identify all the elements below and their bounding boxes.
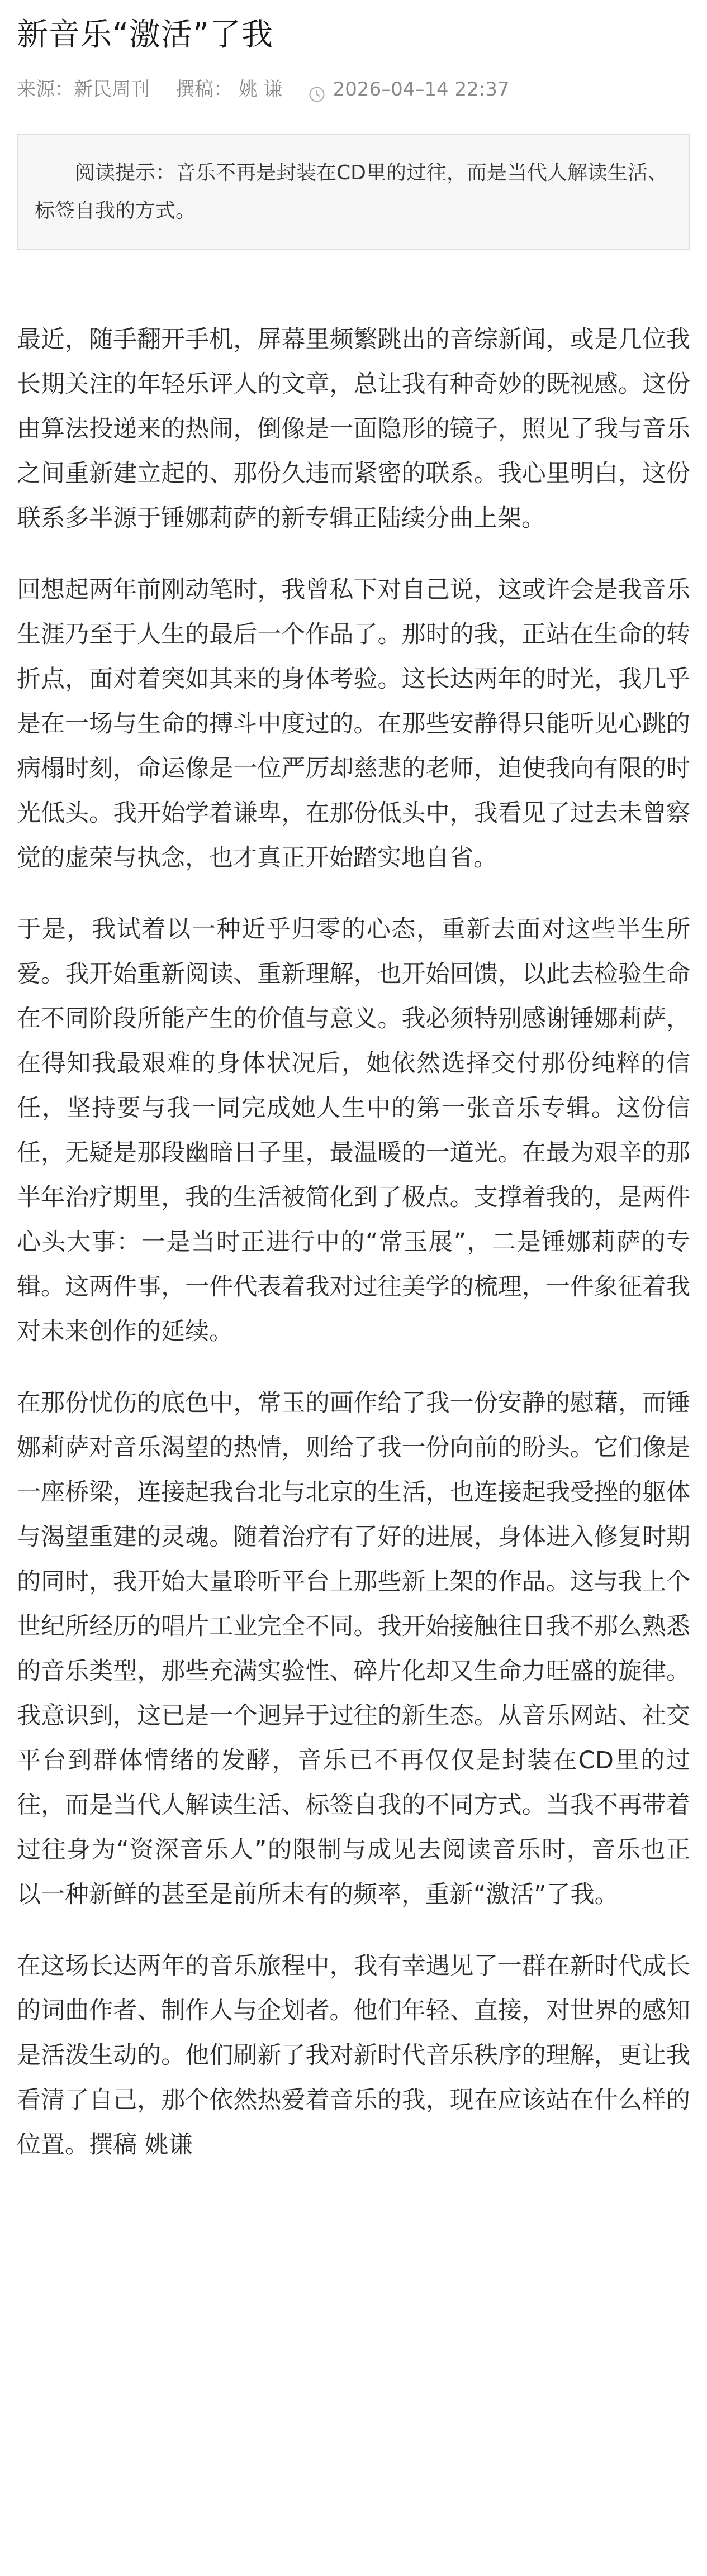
article-meta [17, 74, 690, 105]
article-source: 来源：新民周刊 [17, 78, 150, 101]
article-datetime: 2026–04–14 22:37 [333, 78, 510, 101]
article-body [17, 317, 690, 2167]
clock-icon [309, 81, 325, 98]
article-paragraph: 在那份忧伤的底色中，常玉的画作给了我一份安静的慰藉，而锤娜莉萨对音乐渴望的热情，则给了我一份向前的盼头。它们像是一座桥梁，连接起我台北与北京的生活，也连接起我受挫的躯体与渴望重建的灵魂。随着治疗有了好的进展，身体进入修复时期的同时，我开始大量聆听平台上那些新上架的作品。这与我上个世纪所经历的唱片工业完全不同。我开始接触往日我不那么熟悉的音乐类型，那些充满实验性、碎片化却又生命力旺盛的旋律。我意识到，这已是一个迥异于过往的新生态。从音乐网站、社交平台到群体情绪的发酵，音乐已不再仅仅是封装在CD里的过往，而是当代人解读生活、标签自我的不同方式。当我不再带着过往身为“资深音乐人”的限制与成见去阅读音乐时，音乐也正以一种新鲜的甚至是前所未有的频率，重新“激活”了我。 [17, 1389, 690, 1909]
article-paragraph: 于是，我试着以一种近乎归零的心态，重新去面对这些半生所爱。我开始重新阅读、重新理解，也开始回馈，以此去检验生命在不同阶段所能产生的价值与意义。我必须特别感谢锤娜莉萨，在得知我最艰难的身体状况后，她依然选择交付那份纯粹的信任，坚持要与我一同完成她人生中的第一张音乐专辑。这份信任，无疑是那段幽暗日子里，最温暖的一道光。在最为艰辛的那半年治疗期里，我的生活被简化到了极点。支撑着我的，是两件心头大事：一是当时正进行中的“常玉展”，二是锤娜莉萨的专辑。这两件事，一件代表着我对过往美学的梳理，一件象征着我对未来创作的延续。 [17, 915, 690, 1346]
reading-tip-box [17, 134, 690, 250]
article-paragraph: 回想起两年前刚动笔时，我曾私下对自己说，这或许会是我音乐生涯乃至于人生的最后一个作品了。那时的我，正站在生命的转折点，面对着突如其来的身体考验。这长达两年的时光，我几乎是在一场与生命的搏斗中度过的。在那些安静得只能听见心跳的病榻时刻，命运像是一位严厉却慈悲的老师，迫使我向有限的时光低头。我开始学着谦卑，在那份低头中，我看见了过去未曾察觉的虚荣与执念，也才真正开始踏实地自省。 [17, 576, 690, 872]
article-paragraph: 在这场长达两年的音乐旅程中，我有幸遇见了一群在新时代成长的词曲作者、制作人与企划者。他们年轻、直接，对世界的感知是活泼生动的。他们刷新了我对新时代音乐秩序的理解，更让我看清了自己，那个依然热爱着音乐的我，现在应该站在什么样的位置。撰稿 姚谦 [17, 1952, 690, 2159]
article-author: 撰稿： 姚 谦 [175, 78, 283, 101]
article-title: 新音乐“激活”了我 [17, 17, 274, 53]
reading-tip-text: 阅读提示：音乐不再是封装在CD里的过往，而是当代人解读生活、标签自我的方式。 [35, 161, 668, 222]
article-paragraph: 最近，随手翻开手机，屏幕里频繁跳出的音综新闻，或是几位我长期关注的年轻乐评人的文章，总让我有种奇妙的既视感。这份由算法投递来的热闹，倒像是一面隐形的镜子，照见了我与音乐之间重新建立起的、那份久违而紧密的联系。我心里明白，这份联系多半源于锤娜莉萨的新专辑正陆续分曲上架。 [17, 326, 690, 532]
